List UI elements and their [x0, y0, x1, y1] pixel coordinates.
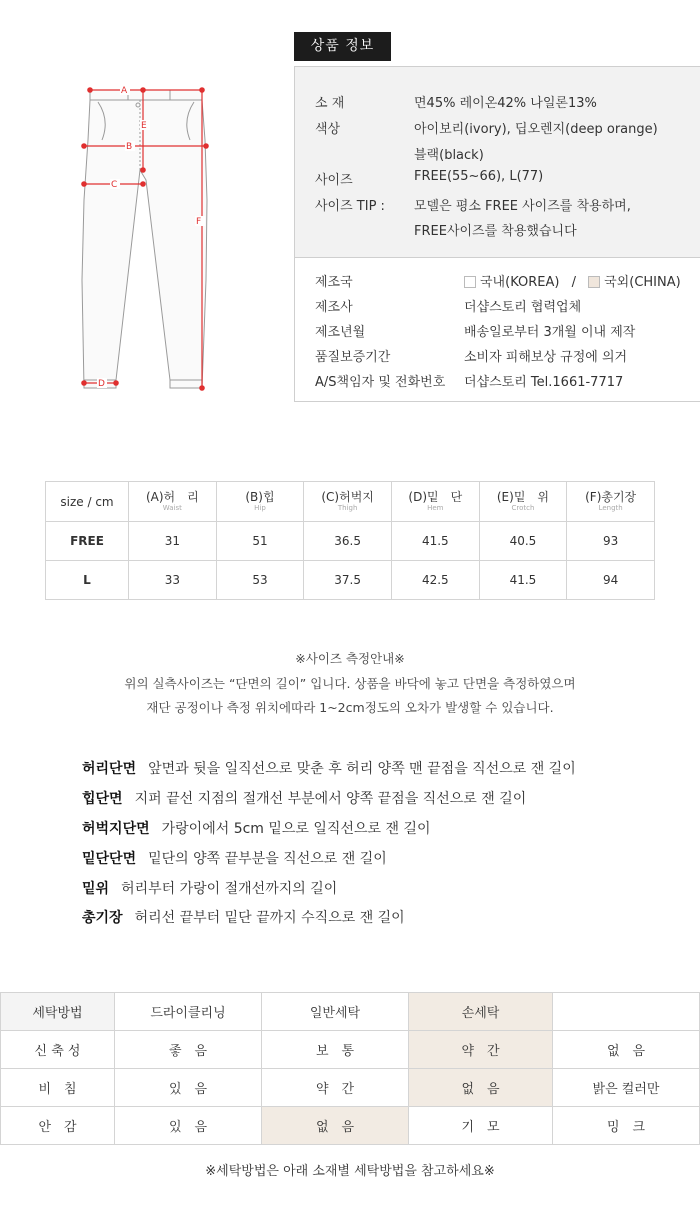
table-row: [1, 993, 700, 1031]
table-cell-selected: 약 간: [409, 1031, 553, 1069]
checkbox-foreign: [588, 276, 600, 288]
origin-foreign: 국외(CHINA): [604, 275, 681, 290]
table-cell: 없 음: [553, 1031, 700, 1069]
definition-thigh: 허벅지단면 가랑이에서 5cm 밑으로 일직선으로 잰 길이: [82, 821, 431, 837]
info-value-color: 아이보리(ivory), 딥오렌지(deep orange): [414, 122, 658, 137]
info-value-size: FREE(55~66), L(77): [414, 169, 544, 184]
info-value-size-tip: 모델은 평소 FREE 사이즈를 착용하며,: [414, 199, 631, 214]
info-value-material: 면45% 레이온42% 나일론13%: [414, 96, 597, 111]
definition-crotch: 밑위 허리부터 가랑이 절개선까지의 길이: [82, 881, 338, 897]
product-info-box: [294, 66, 700, 402]
table-cell-selected: 손세탁: [409, 993, 553, 1031]
label-a: A: [121, 86, 128, 96]
table-cell: 기 모: [409, 1107, 553, 1145]
table-cell: 보 통: [262, 1031, 409, 1069]
care-label: 비 침: [1, 1069, 115, 1107]
info-key-as: A/S책임자 및 전화번호: [315, 375, 446, 390]
info-divider: [295, 257, 700, 258]
table-cell: 41.5: [479, 561, 567, 600]
care-table: [0, 992, 700, 1145]
header-waist: (A)허 리 Waist: [129, 482, 217, 522]
table-cell: 93: [567, 522, 655, 561]
info-key-material: 소 재: [315, 96, 345, 111]
origin-domestic: 국내(KOREA): [480, 275, 560, 290]
definition-hip: 힙단면 지퍼 끝선 지점의 절개선 부분에서 양쪽 끝점을 직선으로 잰 길이: [82, 791, 527, 807]
table-cell: 드라이클리닝: [115, 993, 262, 1031]
header-hem: (D)밑 단 Hem: [391, 482, 479, 522]
measure-notice-line2: 재단 공정이나 측정 위치에따라 1~2cm정도의 오차가 발생할 수 있습니다.: [146, 700, 554, 715]
label-d: D: [98, 379, 105, 389]
origin-separator: /: [571, 275, 576, 290]
care-label: 세탁방법: [1, 993, 115, 1031]
table-cell: 37.5: [304, 561, 392, 600]
table-cell: [553, 993, 700, 1031]
measure-notice-title: ※사이즈 측정안내※: [295, 651, 405, 666]
table-cell: 53: [216, 561, 304, 600]
table-row: [1, 1031, 700, 1069]
care-label: 안 감: [1, 1107, 115, 1145]
info-value-country: [464, 271, 681, 290]
definition-hem: 밑단단면 밑단의 양쪽 끝부분을 직선으로 잰 길이: [82, 851, 387, 867]
info-key-manufacturer: 제조사: [315, 300, 353, 315]
label-f: F: [196, 217, 202, 227]
info-key-date: 제조년월: [315, 325, 366, 340]
size-table-corner: size / cm: [46, 482, 129, 522]
table-row: [46, 522, 655, 561]
table-cell: 일반세탁: [262, 993, 409, 1031]
care-label: 신 축 성: [1, 1031, 115, 1069]
header-crotch: (E)밑 위 Crotch: [479, 482, 567, 522]
info-value-as: 더샵스토리 Tel.1661-7717: [464, 375, 624, 390]
info-value-manufacturer: 더샵스토리 협력업체: [464, 300, 582, 315]
definition-waist: 허리단면 앞면과 뒷을 일직선으로 맞춘 후 허리 양쪽 맨 끝점을 직선으로 잰 길이: [82, 761, 576, 777]
table-row: [1, 1107, 700, 1145]
info-key-warranty: 품질보증기간: [315, 350, 391, 365]
info-key-size: 사이즈: [315, 173, 353, 188]
table-cell: 33: [129, 561, 217, 600]
table-cell: 31: [129, 522, 217, 561]
table-cell: 41.5: [391, 522, 479, 561]
info-value-date: 배송일로부터 3개월 이내 제작: [464, 325, 636, 340]
table-cell: 51: [216, 522, 304, 561]
table-cell-selected: 없 음: [409, 1069, 553, 1107]
header-hip: (B)힙 Hip: [216, 482, 304, 522]
size-label: FREE: [46, 522, 129, 561]
definition-length: 총기장 허리선 끝부터 밑단 끝까지 수직으로 잰 길이: [82, 910, 405, 926]
size-label: L: [46, 561, 129, 600]
header-length: (F)총기장 Length: [567, 482, 655, 522]
info-value-color-2: 블랙(black): [414, 148, 484, 163]
header-thigh: (C)허벅지 Thigh: [304, 482, 392, 522]
table-cell: 36.5: [304, 522, 392, 561]
table-cell: 94: [567, 561, 655, 600]
table-cell: 좋 음: [115, 1031, 262, 1069]
size-table: [45, 481, 655, 600]
care-note: ※세탁방법은 아래 소재별 세탁방법을 참고하세요※: [205, 1164, 495, 1179]
info-key-country: 제조국: [315, 275, 353, 290]
product-info-top: [295, 67, 700, 257]
info-key-color: 색상: [315, 122, 341, 137]
label-e: E: [141, 121, 147, 131]
measure-notice-line1: 위의 실측사이즈는 “단면의 길이” 입니다. 상품을 바닥에 놓고 단면을 측정하였으며: [124, 676, 576, 691]
table-cell: 밝은 컬러만: [553, 1069, 700, 1107]
info-key-size-tip: 사이즈 TIP :: [315, 199, 385, 214]
size-table-header: [46, 482, 655, 522]
info-value-warranty: 소비자 피해보상 규정에 의거: [464, 350, 628, 365]
table-cell: 있 음: [115, 1069, 262, 1107]
table-cell: 약 간: [262, 1069, 409, 1107]
table-row: [46, 561, 655, 600]
table-cell: 40.5: [479, 522, 567, 561]
table-row: [1, 1069, 700, 1107]
label-c: C: [111, 180, 118, 190]
table-cell-selected: 없 음: [262, 1107, 409, 1145]
product-info-title: 상품 정보: [294, 32, 391, 61]
table-cell: 있 음: [115, 1107, 262, 1145]
table-cell: 밍 크: [553, 1107, 700, 1145]
pants-measurement-diagram: [70, 80, 230, 400]
info-value-size-tip-2: FREE사이즈를 착용했습니다: [414, 224, 577, 239]
checkbox-domestic: [464, 276, 476, 288]
label-b: B: [126, 142, 133, 152]
table-cell: 42.5: [391, 561, 479, 600]
